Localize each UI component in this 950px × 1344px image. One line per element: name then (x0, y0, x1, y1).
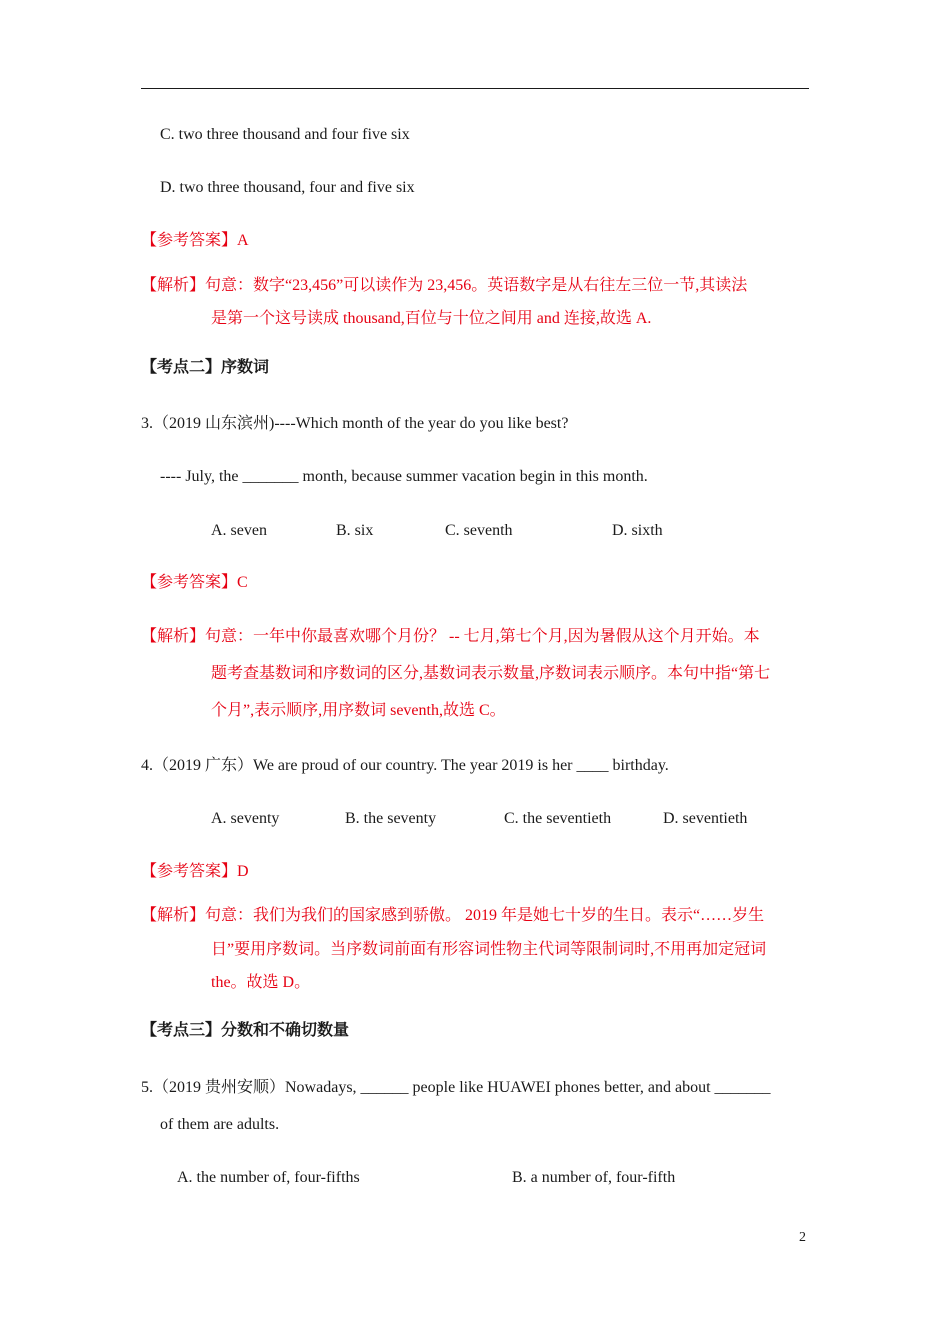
q4-option-c: C. the seventieth (504, 810, 612, 827)
q4-option-a: A. seventy (211, 810, 280, 827)
q2-option-c: C. two three thousand and four five six (160, 126, 410, 143)
q3-option-a: A. seven (211, 522, 267, 539)
q5-option-b: B. a number of, four-fifth (512, 1169, 676, 1186)
q4-analysis-line2: 日”要用序数词。当序数词前面有形容词性物主代词等限制词时,不用再加定冠词 (211, 941, 767, 958)
q4-option-b: B. the seventy (345, 810, 437, 827)
q2-answer: 【参考答案】A (141, 232, 249, 249)
q4-analysis-line3: the。故选 D。 (211, 974, 311, 991)
q5-option-a: A. the number of, four-fifths (177, 1169, 360, 1186)
q3-option-d: D. sixth (612, 522, 663, 539)
q5-stem: 5.（2019 贵州安顺）Nowadays, ______ people like HUAWEI phones better, and about _______ (141, 1079, 771, 1096)
q2-analysis-line1: 【解析】句意：数字“23,456”可以读作为 23,456。英语数字是从右往左三位一节,其读法 (141, 277, 748, 294)
q3-answer: 【参考答案】C (141, 574, 248, 591)
q2-option-d: D. two three thousand, four and five six (160, 179, 415, 196)
q4-analysis-line1: 【解析】句意：我们为我们的国家感到骄傲。 2019 年是她七十岁的生日。表示“……岁生 (141, 907, 765, 924)
q2-analysis-line2: 是第一个这号读成 thousand,百位与十位之间用 and 连接,故选 A. (211, 310, 652, 327)
q3-analysis-line1: 【解析】句意：一年中你最喜欢哪个月份？ -- 七月,第七个月,因为暑假从这个月开始。本 (141, 628, 760, 645)
q4-answer: 【参考答案】D (141, 863, 249, 880)
q3-stem: 3.（2019 山东滨州)----Which month of the year do you like best? (141, 415, 569, 432)
q3-reply: ---- July, the _______ month, because summer vacation begin in this month. (160, 468, 648, 485)
q4-stem: 4.（2019 广东）We are proud of our country. The year 2019 is her ____ birthday. (141, 757, 669, 774)
q3-option-b: B. six (336, 522, 374, 539)
section3-heading: 【考点三】分数和不确切数量 (141, 1022, 350, 1039)
q4-option-d: D. seventieth (663, 810, 748, 827)
section2-heading: 【考点二】序数词 (141, 359, 270, 376)
page-number: 2 (799, 1230, 806, 1245)
q3-option-c: C. seventh (445, 522, 513, 539)
q3-analysis-line3: 个月”,表示顺序,用序数词 seventh,故选 C。 (211, 702, 506, 719)
q3-analysis-line2: 题考查基数词和序数词的区分,基数词表示数量,序数词表示顺序。本句中指“第七 (211, 665, 771, 682)
q5-stem-continued: of them are adults. (160, 1116, 280, 1133)
header-rule (141, 88, 809, 89)
